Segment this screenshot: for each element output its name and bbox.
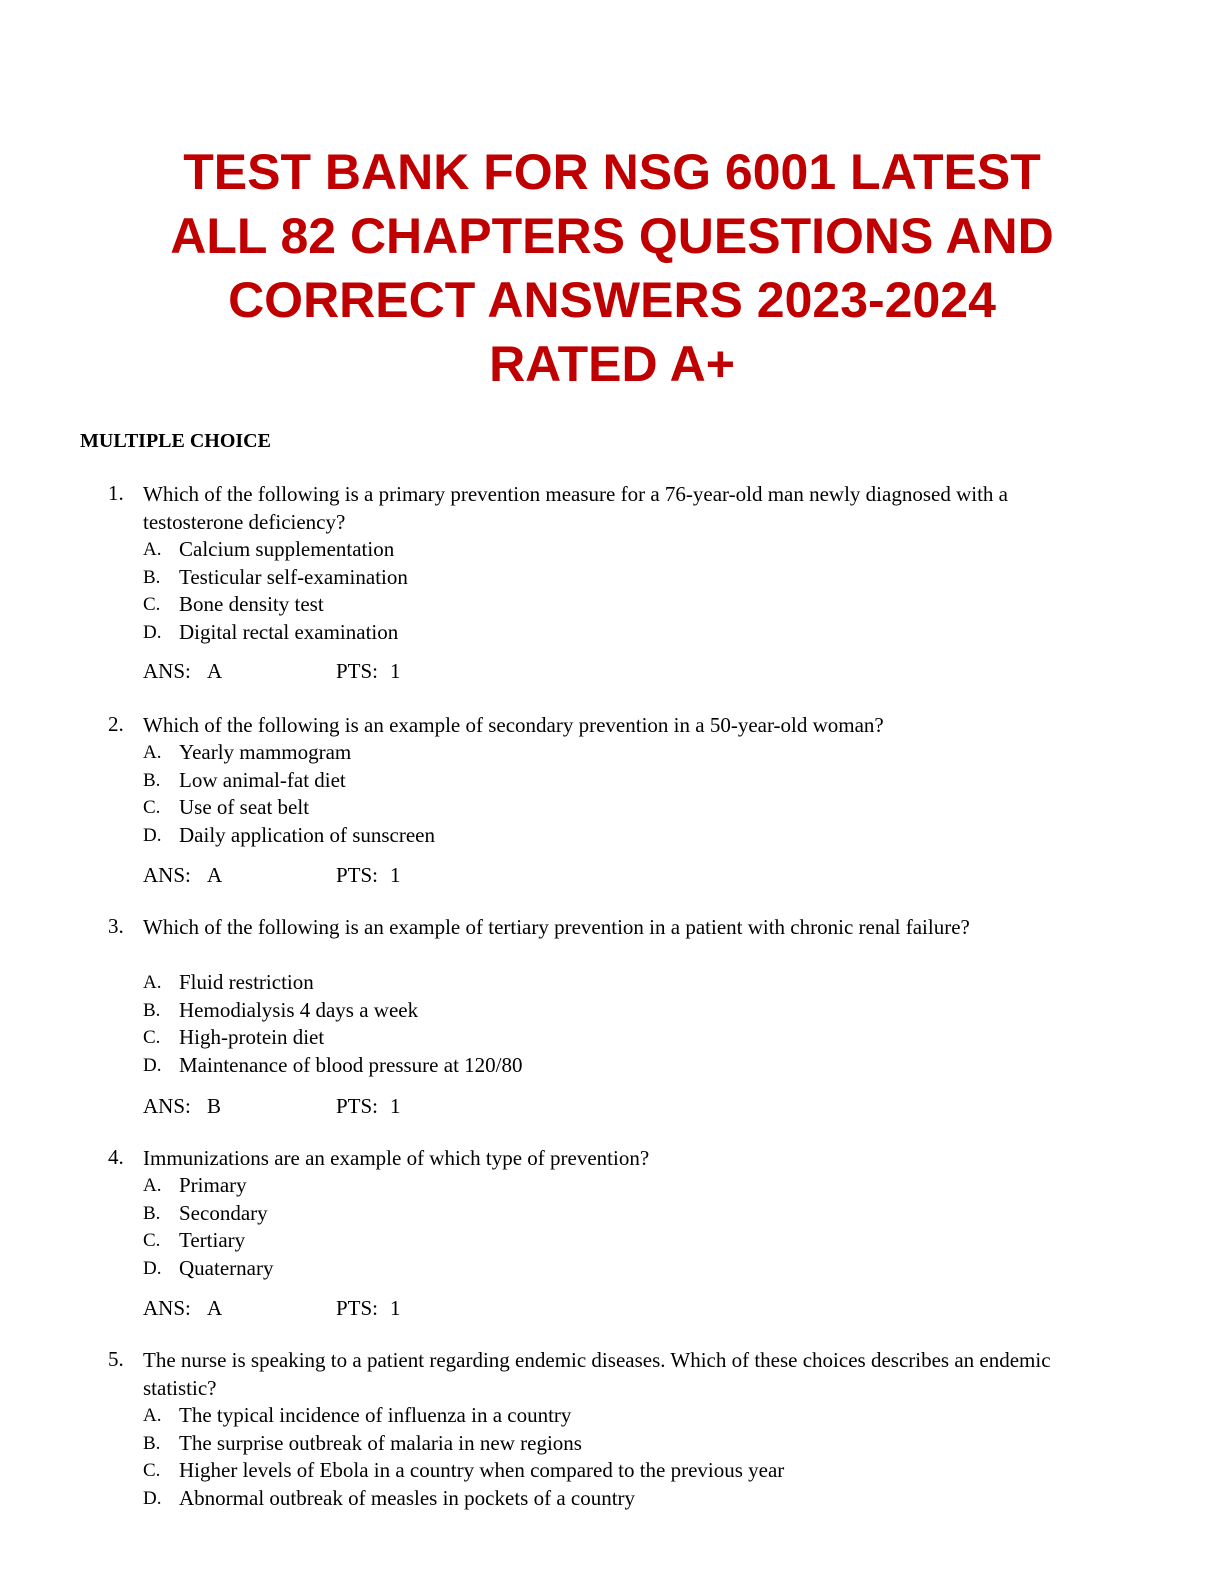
ans-label: ANS: [143, 1296, 191, 1320]
option-letter: A. [143, 972, 162, 993]
question-number: 2. [108, 712, 124, 736]
option-text: Bone density test [179, 592, 324, 616]
option-text: Higher levels of Ebola in a country when compared to the previous year [179, 1458, 785, 1482]
option-text: High-protein diet [179, 1025, 325, 1049]
option-text: Abnormal outbreak of measles in pockets of a country [179, 1485, 636, 1510]
pts-value: 1 [390, 1094, 401, 1118]
question-number: 3. [108, 914, 124, 938]
ans-label: ANS: [143, 659, 191, 683]
pts-label: PTS: [336, 659, 379, 683]
option-letter: A. [143, 1175, 162, 1196]
option-text: Hemodialysis 4 days a week [179, 997, 419, 1022]
option-text: Tertiary [179, 1228, 246, 1252]
title-line: TEST BANK FOR NSG 6001 LATEST [183, 144, 1041, 200]
question-number: 4. [108, 1145, 124, 1169]
ans-label: ANS: [143, 863, 191, 887]
pts-value: 1 [390, 863, 401, 887]
ans-value: B [207, 1094, 222, 1118]
pts-value: 1 [390, 659, 401, 683]
option-letter: A. [143, 1405, 162, 1426]
option-text: Calcium supplementation [179, 537, 395, 561]
option-letter: B. [143, 1432, 161, 1454]
question-text: Which of the following is an example of secondary prevention in a 50-year-old woman? [143, 713, 884, 737]
option-letter: A. [143, 539, 162, 560]
option-text: Yearly mammogram [179, 740, 352, 764]
option-letter: D. [143, 621, 162, 643]
section-heading: MULTIPLE CHOICE [80, 430, 271, 452]
pts-value: 1 [390, 1296, 401, 1320]
title-line: CORRECT ANSWERS 2023-2024 [228, 272, 996, 328]
option-text: The typical incidence of influenza in a country [179, 1403, 572, 1427]
option-letter: B. [143, 769, 161, 791]
option-text: Quaternary [179, 1255, 274, 1280]
option-letter: C. [143, 1027, 161, 1048]
option-text: Use of seat belt [179, 795, 310, 819]
option-letter: D. [143, 824, 162, 846]
option-text: Digital rectal examination [179, 619, 399, 644]
option-letter: A. [143, 742, 162, 763]
option-text: Daily application of sunscreen [179, 822, 435, 847]
ans-value: A [207, 1296, 223, 1320]
pts-label: PTS: [336, 1094, 379, 1118]
option-text: Maintenance of blood pressure at 120/80 [179, 1052, 523, 1077]
question-text: Which of the following is a primary prevention measure for a 76-year-old man newly diagnosed with a testosterone deficiency? [143, 482, 1008, 534]
option-text: Secondary [179, 1200, 268, 1225]
option-letter: D. [143, 1054, 162, 1076]
option-text: Low animal-fat diet [179, 767, 346, 792]
title-line: RATED A+ [489, 336, 735, 392]
ans-value: A [207, 863, 223, 887]
document-title [0, 140, 1224, 396]
option-letter: D. [143, 1487, 162, 1509]
option-letter: B. [143, 1202, 161, 1224]
ans-value: A [207, 659, 223, 683]
ans-label: ANS: [143, 1094, 191, 1118]
option-letter: B. [143, 999, 161, 1021]
option-letter: D. [143, 1257, 162, 1279]
option-letter: C. [143, 594, 161, 615]
option-text: The surprise outbreak of malaria in new regions [179, 1430, 582, 1455]
question-text: The nurse is speaking to a patient regarding endemic diseases. Which of these choices describes an endemic statistic? [143, 1348, 1051, 1400]
option-text: Testicular self-examination [179, 564, 408, 589]
question-text: Which of the following is an example of tertiary prevention in a patient with chronic renal failure? [143, 915, 970, 939]
option-letter: C. [143, 1460, 161, 1481]
pts-label: PTS: [336, 863, 379, 887]
option-letter: C. [143, 797, 161, 818]
title-line: ALL 82 CHAPTERS QUESTIONS AND [170, 208, 1054, 264]
question-number: 1. [108, 481, 124, 505]
option-text: Fluid restriction [179, 970, 314, 994]
option-text: Primary [179, 1173, 247, 1197]
option-letter: C. [143, 1230, 161, 1251]
question-text: Immunizations are an example of which type of prevention? [143, 1146, 650, 1170]
option-letter: B. [143, 566, 161, 588]
pts-label: PTS: [336, 1296, 379, 1320]
question-number: 5. [108, 1347, 124, 1371]
